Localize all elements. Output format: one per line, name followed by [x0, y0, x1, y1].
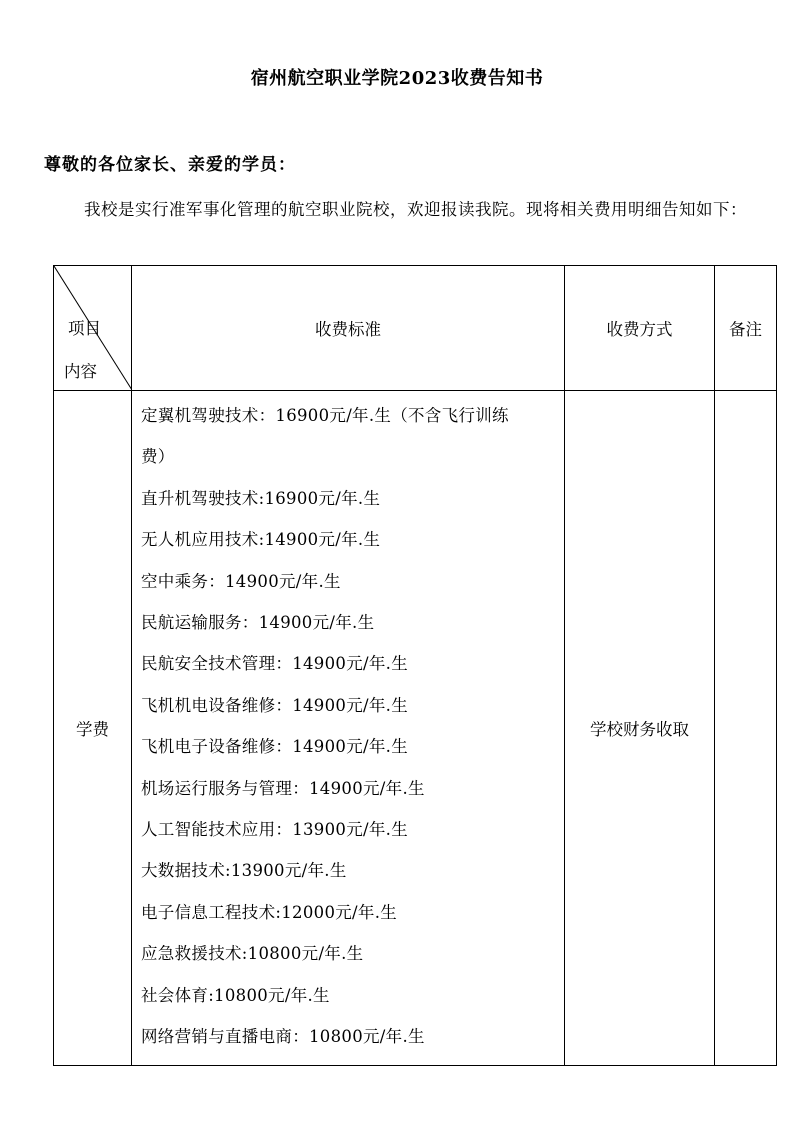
document-title: 宿州航空职业学院2023收费告知书: [250, 68, 544, 89]
table-header-row: [54, 266, 777, 391]
list-item: 无人机应用技术:14900元/年.生: [141, 530, 381, 550]
category-cell: 学费: [54, 391, 132, 1066]
list-item: 大数据技术:13900元/年.生: [141, 861, 347, 881]
salutation: 尊敬的各位家长、亲爱的学员：: [44, 155, 296, 175]
list-item: 电子信息工程技术:12000元/年.生: [141, 902, 398, 922]
table-row: [54, 391, 777, 1066]
list-item: 飞机电子设备维修：14900元/年.生: [141, 737, 408, 757]
standard-list-cell: [132, 391, 565, 1066]
intro-paragraph: 我校是实行准军事化管理的航空职业院校，欢迎报读我院。现将相关费用明细告知如下：: [84, 200, 747, 219]
list-item: 应急救援技术:10800元/年.生: [141, 944, 364, 964]
list-item: 网络营销与直播电商：10800元/年.生: [141, 1027, 425, 1047]
list-item: 直升机驾驶技术:16900元/年.生: [141, 488, 381, 508]
list-item: 民航安全技术管理：14900元/年.生: [141, 654, 408, 674]
diagonal-header-cell: [54, 266, 132, 391]
fee-table: [53, 265, 777, 1066]
list-item: 空中乘务：14900元/年.生: [141, 571, 341, 591]
list-item: 社会体育:10800元/年.生: [141, 985, 330, 1005]
method-cell: 学校财务收取: [565, 391, 715, 1066]
header-standard: 收费标准: [132, 266, 565, 391]
remark-cell: [715, 391, 777, 1066]
list-item: 人工智能技术应用：13900元/年.生: [141, 820, 408, 840]
header-method: 收费方式: [565, 266, 715, 391]
header-content-label: 内容: [64, 362, 97, 381]
header-remark: 备注: [715, 266, 777, 391]
list-item: 费）: [141, 447, 175, 467]
header-item-label: 项目: [68, 319, 101, 338]
list-item: 机场运行服务与管理：14900元/年.生: [141, 778, 425, 798]
list-item: 定翼机驾驶技术：16900元/年.生（不含飞行训练: [141, 406, 509, 425]
list-item: 飞机机电设备维修：14900元/年.生: [141, 695, 408, 715]
list-item: 民航运输服务：14900元/年.生: [141, 613, 375, 633]
